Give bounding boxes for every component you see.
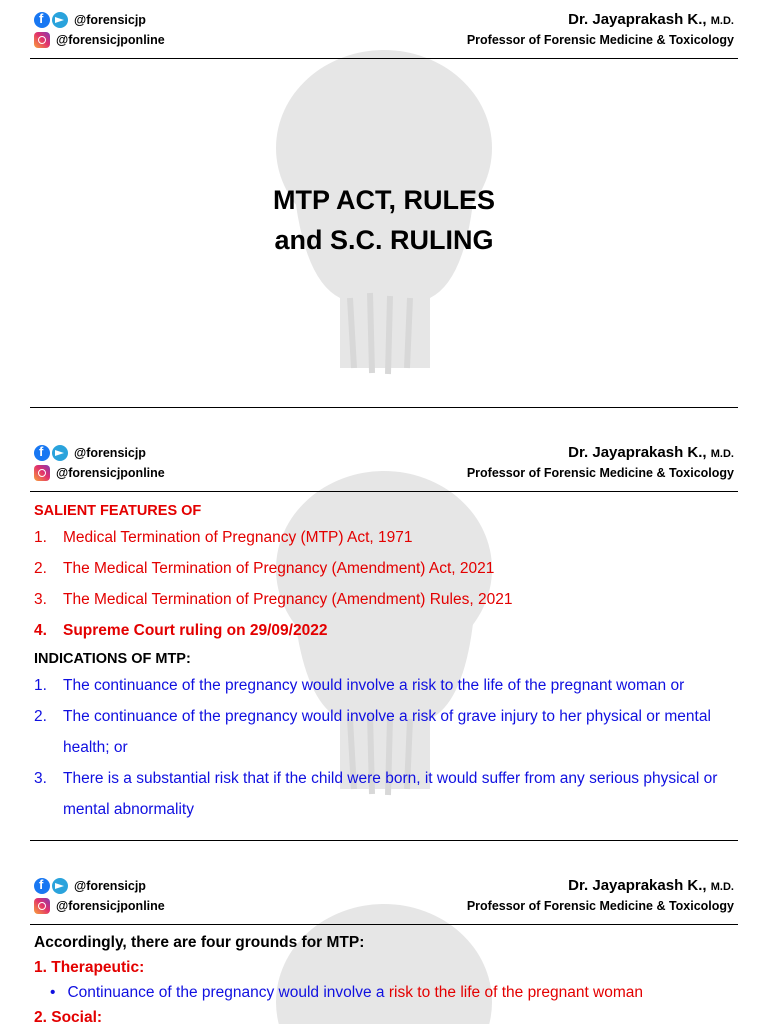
slide-divider (30, 407, 738, 408)
author-designation: Professor of Forensic Medicine & Toxicology (466, 899, 734, 913)
header-divider (30, 58, 738, 59)
indications-heading: INDICATIONS OF MTP: (34, 651, 191, 667)
bullet-icon: • (50, 984, 56, 1001)
instagram-icon (34, 898, 50, 914)
author-block (467, 10, 734, 49)
author-name: Dr. Jayaprakash K., (568, 444, 707, 461)
instagram-icon (34, 465, 50, 481)
facebook-icon (34, 12, 50, 28)
list-item: 1. The continuance of the pregnancy would involve a risk to the life of the pregnant woman or (34, 677, 685, 694)
telegram-icon (52, 12, 68, 28)
handle-forensicjponline: @forensicjponline (56, 466, 165, 480)
social-handles (34, 876, 165, 916)
instagram-icon (34, 32, 50, 48)
author-degree: M.D. (710, 448, 734, 460)
page-title (0, 180, 768, 260)
telegram-icon (52, 445, 68, 461)
author-name: Dr. Jayaprakash K., (568, 877, 707, 894)
author-designation: Professor of Forensic Medicine & Toxicology (466, 33, 734, 47)
handle-forensicjponline: @forensicjponline (56, 33, 165, 47)
author-block (467, 876, 734, 915)
header-divider (30, 924, 738, 925)
author-designation: Professor of Forensic Medicine & Toxicology (466, 466, 734, 480)
slide-header (34, 443, 734, 491)
list-item: 4. Supreme Court ruling on 29/09/2022 (34, 622, 328, 639)
slide-title (0, 0, 768, 433)
author-block (467, 443, 734, 482)
social-handles (34, 443, 165, 483)
salient-features-heading: SALIENT FEATURES OF (34, 503, 202, 519)
slide-header (34, 876, 734, 924)
title-line-1: MTP ACT, RULES (272, 185, 495, 215)
features-list (34, 522, 734, 646)
handle-forensicjponline: @forensicjponline (56, 899, 165, 913)
list-item: 3. The Medical Termination of Pregnancy (Amendment) Rules, 2021 (34, 591, 513, 608)
facebook-icon (34, 445, 50, 461)
list-item: • Continuance of the pregnancy would involve a risk to the life of the pregnant woman (50, 984, 644, 1001)
handle-forensicjp: @forensicjp (74, 879, 146, 893)
telegram-icon (52, 878, 68, 894)
social-handles (34, 10, 165, 50)
author-degree: M.D. (710, 881, 734, 893)
slide-content (34, 930, 734, 1024)
slide-salient-features (0, 433, 768, 866)
slide-header (34, 10, 734, 58)
list-item: 1. Medical Termination of Pregnancy (MTP) Act, 1971 (34, 529, 413, 546)
facebook-icon (34, 878, 50, 894)
grounds-intro: Accordingly, there are four grounds for MTP: (34, 934, 365, 951)
ground-therapeutic: 1. Therapeutic: (34, 959, 145, 976)
slide-grounds (0, 866, 768, 1024)
handle-forensicjp: @forensicjp (74, 13, 146, 27)
author-degree: M.D. (710, 15, 734, 27)
header-divider (30, 491, 738, 492)
list-item: 3. There is a substantial risk that if the child were born, it would suffer from any serious physical or mental abnormality (34, 770, 718, 818)
title-line-2: and S.C. RULING (274, 225, 494, 255)
list-item: 2. The Medical Termination of Pregnancy (Amendment) Act, 2021 (34, 560, 495, 577)
slide-content (34, 500, 734, 825)
ground-social: 2. Social: (34, 1009, 103, 1024)
indications-list (34, 670, 734, 825)
author-name: Dr. Jayaprakash K., (568, 11, 707, 28)
slide-divider (30, 840, 738, 841)
list-item: 2. The continuance of the pregnancy would involve a risk of grave injury to her physical or mental health; or (34, 708, 711, 756)
handle-forensicjp: @forensicjp (74, 446, 146, 460)
